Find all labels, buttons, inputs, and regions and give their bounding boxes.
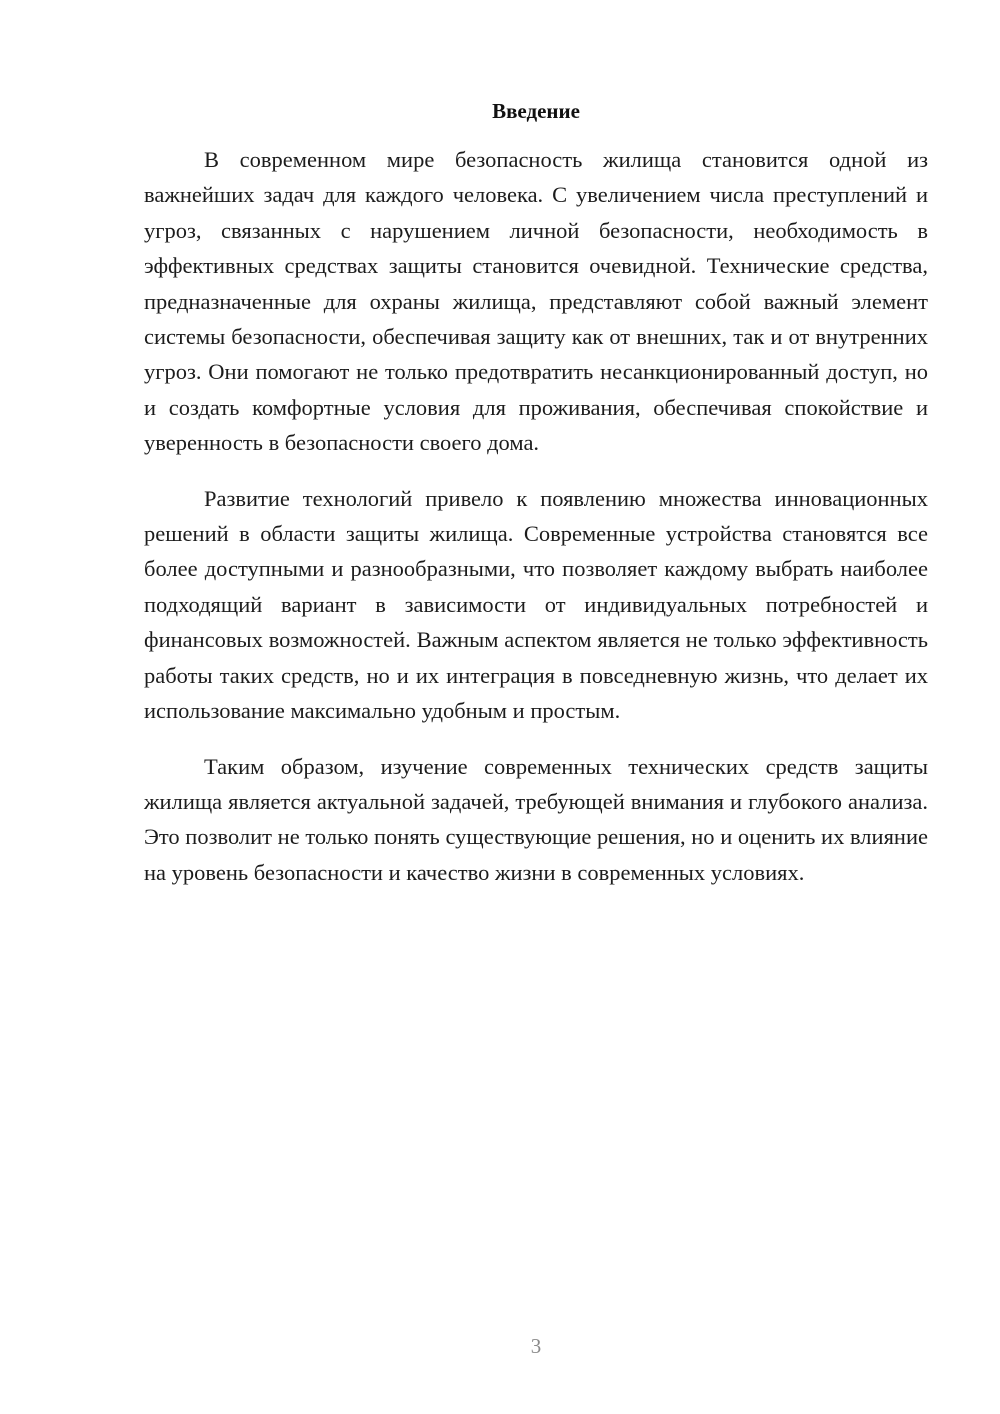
paragraph-1: В современном мире безопасность жилища становится одной из важнейших задач для каждого человека. С увеличением числа преступлений и угроз, связанных с нарушением личной безопасности, необходимость в эффективных средствах защиты становится очевидной. Технические средства, предназначенные для охраны жилища, представляют собой важный элемент системы безопасности, обеспечивая защиту как от внешних, так и от внутренних угроз. Они помогают не только предотвратить несанкционированный доступ, но и создать комфортные условия для проживания, обеспечивая спокойствие и уверенность в безопасности своего дома. bbox=[144, 147, 928, 456]
page-number: 3 bbox=[530, 1334, 542, 1358]
paragraph-3: Таким образом, изучение современных технических средств защиты жилища является актуальной задачей, требующей внимания и глубокого анализа. Это позволит не только понять существующие решения, но и оценить их влияние на уровень безопасности и качество жизни в современных условиях. bbox=[144, 753, 928, 885]
body-text bbox=[144, 142, 928, 910]
paragraph-2: Развитие технологий привело к появлению множества инновационных решений в области защиты жилища. Современные устройства становятся все более доступными и разнообразными, что позволяет каждому выбрать наиболее подходящий вариант в зависимости от индивидуальных потребностей и финансовых возможностей. Важным аспектом является не только эффективность работы таких средств, но и их интеграция в повседневную жизнь, что делает их использование максимально удобным и простым. bbox=[144, 485, 928, 724]
section-heading: Введение bbox=[492, 99, 580, 123]
